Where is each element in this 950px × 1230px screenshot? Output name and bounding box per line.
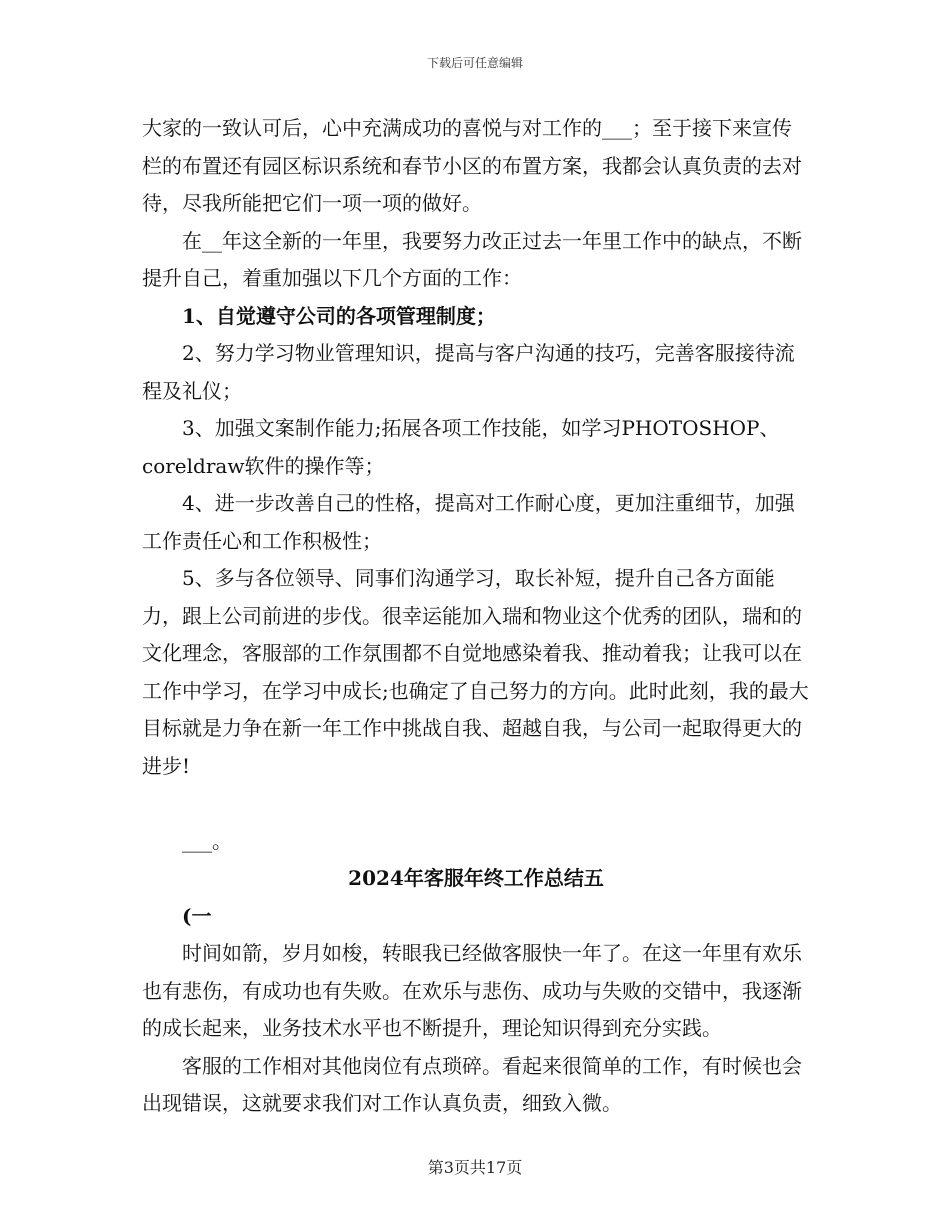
list-item: 5、多与各位领导、同事们沟通学习，取长补短，提升自己各方面能力，跟上公司前进的步伐。很幸运能加入瑞和物业这个优秀的团队，瑞和的文化理念，客服部的工作氛围都不自觉地感染着我、推动着我；让我可以在工作中学习，在学习中成长;也确定了自己努力的方向。此时此刻，我的最大目标就是力争在新一年工作中挑战自我、超越自我，与公司一起取得更大的进步!: [142, 566, 809, 778]
spacer: [142, 785, 810, 823]
paragraph: 在__年这全新的一年里，我要努力改正过去一年里工作中的缺点，不断提升自己，着重加强以下几个方面的工作：: [142, 228, 802, 290]
list-item: 3、加强文案制作能力;拓展各项工作技能，如学习PHOTOSHOP、coreldraw软件的操作等；: [142, 416, 780, 478]
paragraph: 时间如箭，岁月如梭，转眼我已经做客服快一年了。在这一年里有欢乐也有悲伤，有成功也有失败。在欢乐与悲伤、成功与失败的交错中，我逐渐的成长起来，业务技术水平也不断提升，理论知识得到充分实践。: [142, 941, 802, 1040]
paragraph: 大家的一致认可后，心中充满成功的喜悦与对工作的___；至于接下来宣传栏的布置还有园区标识系统和春节小区的布置方案，我都会认真负责的去对待，尽我所能把它们一项一项的做好。: [142, 116, 802, 215]
section-title: 2024年客服年终工作总结五: [348, 866, 604, 890]
list-item: 4、进一步改善自己的性格，提高对工作耐心度，更加注重细节，加强工作责任心和工作积极性；: [142, 491, 795, 553]
page-number: 第3页共17页: [427, 1158, 523, 1177]
paragraph: 客服的工作相对其他岗位有点琐碎。看起来很简单的工作，有时候也会出现错误，这就要求我们对工作认真负责，细致入微。: [142, 1053, 802, 1115]
list-item: 2、努力学习物业管理知识，提高与客户沟通的技巧，完善客服接待流程及礼仪；: [142, 341, 795, 403]
page-header: 下载后可任意编辑: [426, 56, 523, 70]
list-item: 1、自觉遵守公司的各项管理制度；: [182, 303, 496, 328]
subheading: (一: [182, 903, 212, 928]
blank-line: ___。: [182, 828, 232, 853]
document-body: [142, 110, 810, 1123]
